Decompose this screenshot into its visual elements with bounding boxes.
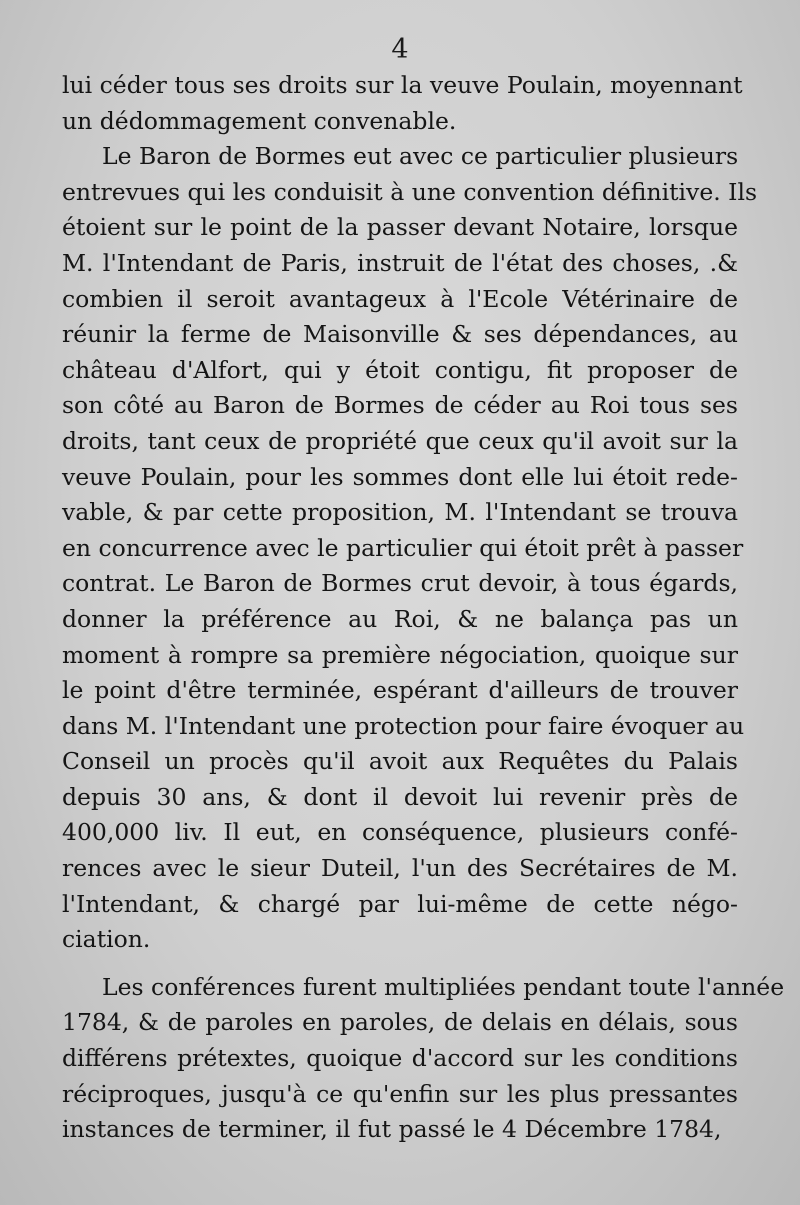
text-line: un dédommagement convenable. (62, 106, 457, 135)
text-line: l'Intendant, & chargé par lui-même de cette négo- (62, 889, 738, 918)
text-line: droits, tant ceux de propriété que ceux qu'il avoit sur la (62, 426, 738, 455)
text-line: son côté au Baron de Bormes de céder au Roi tous ses (62, 391, 738, 420)
text-line: rences avec le sieur Duteil, l'un des Secrétaires de M. (62, 854, 738, 883)
text-line: 400,000 liv. Il eut, en conséquence, plusieurs confé- (62, 818, 738, 847)
text-line: depuis 30 ans, & dont il devoit lui revenir près de (62, 782, 738, 811)
paragraph-gap (62, 958, 738, 970)
text-line: combien il seroit avantageux à l'Ecole Vétérinaire de (62, 284, 738, 313)
text-line: veuve Poulain, pour les sommes dont elle lui étoit rede- (62, 462, 738, 491)
text-line: moment à rompre sa première négociation, quoique sur (62, 640, 738, 669)
text-line: Les conférences furent multipliées pendant toute l'année (102, 972, 785, 1001)
text-line: donner la préférence au Roi, & ne balança pas un (62, 604, 738, 633)
text-line: réciproques, jusqu'à ce qu'enfin sur les plus pressantes (62, 1079, 738, 1108)
text-line: dans M. l'Intendant une protection pour faire évoquer au (62, 711, 745, 740)
text-line: instances de terminer, il fut passé le 4 Décembre 1784, (62, 1115, 722, 1144)
text-line: en concurrence avec le particulier qui étoit prêt à passer (62, 533, 744, 562)
body-text (62, 68, 785, 1148)
text-line: contrat. Le Baron de Bormes crut devoir, à tous égards, (62, 569, 738, 598)
text-line: M. l'Intendant de Paris, instruit de l'état des choses, .& (62, 248, 738, 277)
text-line: Le Baron de Bormes eut avec ce particulier plusieurs (102, 142, 739, 171)
text-line: vable, & par cette proposition, M. l'Intendant se trouva (62, 498, 738, 527)
text-line: étoient sur le point de la passer devant Notaire, lorsque (62, 213, 738, 242)
page-number: 4 (391, 34, 409, 65)
paragraph (62, 68, 743, 139)
text-line: différens prétextes, quoique d'accord sur les conditions (62, 1044, 738, 1073)
text-line: entrevues qui les conduisit à une convention définitive. Ils (62, 177, 758, 206)
paragraph (62, 139, 758, 958)
text-line: château d'Alfort, qui y étoit contigu, fit proposer de (62, 355, 738, 384)
text-line: lui céder tous ses droits sur la veuve Poulain, moyennant (62, 71, 743, 99)
text-line: réunir la ferme de Maisonville & ses dépendances, au (62, 320, 738, 349)
text-line: Conseil un procès qu'il avoit aux Requêtes du Palais (62, 747, 738, 776)
text-line: le point d'être terminée, espérant d'ailleurs de trouver (62, 676, 738, 705)
paragraph (62, 970, 785, 1148)
text-line: 1784, & de paroles en paroles, de delais en délais, sous (62, 1008, 738, 1037)
text-line: ciation. (62, 925, 151, 954)
